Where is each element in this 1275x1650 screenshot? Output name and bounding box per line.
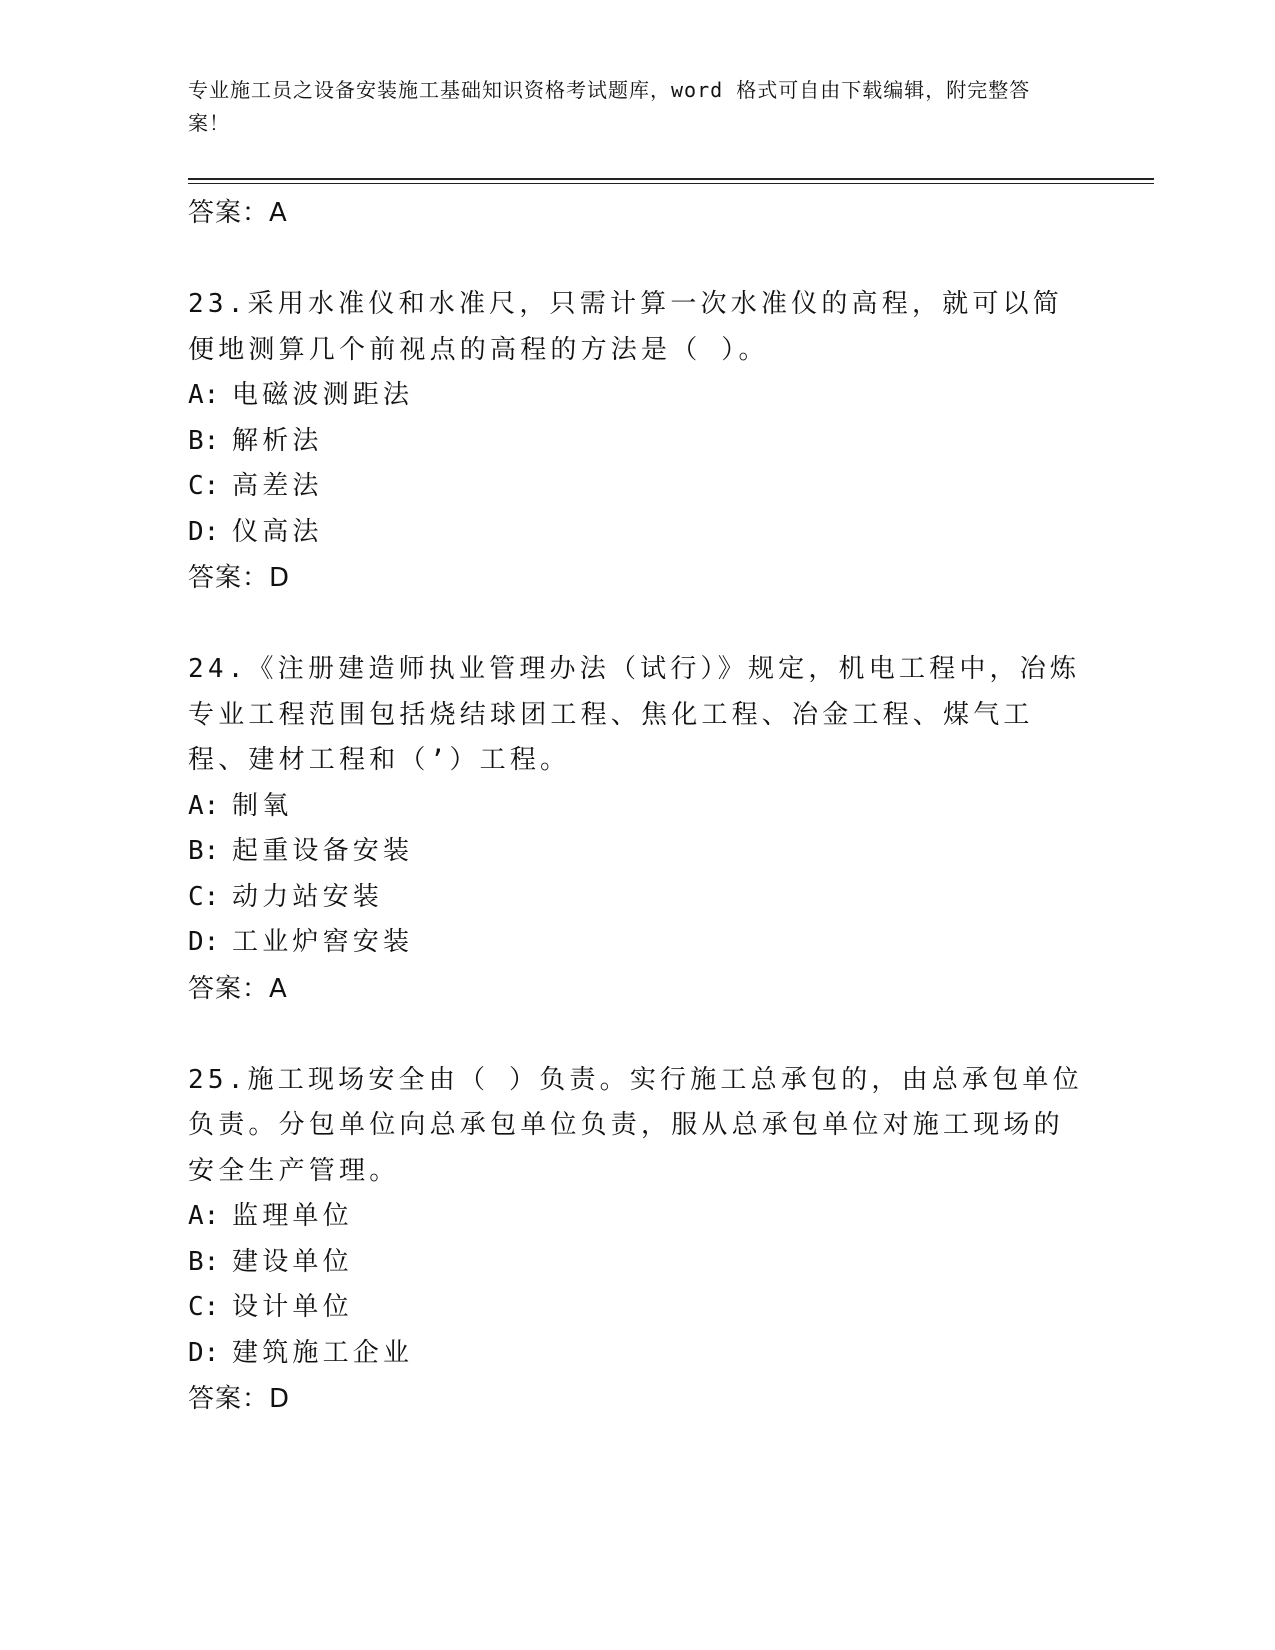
option-text: 电磁波测距法 [232, 380, 414, 410]
option-b [188, 419, 1088, 465]
option-key: D: [188, 1337, 220, 1368]
option-key: C: [188, 471, 220, 501]
option-key: D: [188, 927, 220, 957]
question-list [188, 190, 1088, 1422]
option-d [188, 920, 1088, 966]
option-c [188, 875, 1088, 921]
option-text: 设计单位 [232, 1292, 353, 1322]
option-c [188, 1285, 1088, 1331]
option-a [188, 373, 1088, 419]
question-block [188, 282, 1088, 601]
answer-line: 答案：A [188, 973, 288, 1004]
option-text: 建设单位 [232, 1246, 353, 1277]
option-key: D: [188, 516, 220, 547]
answer-line: 答案：D [188, 563, 291, 593]
option-a [188, 784, 1088, 830]
header-rule-thin [188, 183, 1154, 184]
option-a [188, 1194, 1088, 1240]
option-c [188, 464, 1088, 510]
option-text: 起重设备安装 [232, 836, 414, 866]
answer-line: 答案：A [188, 198, 288, 228]
option-key: C: [188, 881, 220, 912]
question-block [188, 647, 1088, 1012]
spacer [188, 236, 1088, 282]
spacer [188, 601, 1088, 647]
option-text: 制氧 [232, 790, 293, 821]
option-text: 高差法 [232, 471, 323, 501]
option-key: C: [188, 1292, 220, 1322]
spacer [188, 1012, 1088, 1058]
option-key: B: [188, 836, 220, 866]
option-key: B: [188, 425, 220, 456]
option-key: B: [188, 1246, 220, 1277]
header-rule-thick [188, 178, 1154, 180]
option-text: 工业炉窖安装 [232, 927, 414, 957]
question-text: 24.《注册建造师执业管理办法（试行）》规定，机电工程中，冶炼专业工程范围包括烧结球团工程、焦化工程、冶金工程、煤气工程、建材工程和（’）工程。 [188, 654, 1081, 775]
option-b [188, 829, 1088, 875]
option-d [188, 510, 1088, 556]
question-block [188, 1058, 1088, 1423]
document-header: 专业施工员之设备安装施工基础知识资格考试题库，word 格式可自由下载编辑，附完整答案！ [188, 78, 1031, 135]
question-text: 23.采用水准仪和水准尺，只需计算一次水准仪的高程，就可以简便地测算几个前视点的高程的方法是（ ）。 [188, 289, 1063, 365]
option-text: 解析法 [232, 425, 323, 456]
option-key: A: [188, 380, 220, 410]
option-b [188, 1240, 1088, 1286]
option-text: 监理单位 [232, 1201, 353, 1231]
question-text: 25.施工现场安全由（ ）负责。实行施工总承包的，由总承包单位负责。分包单位向总承包单位负责，服从总承包单位对施工现场的安全生产管理。 [188, 1064, 1083, 1186]
answer-line: 答案：D [188, 1384, 291, 1414]
option-text: 建筑施工企业 [232, 1337, 414, 1368]
option-text: 动力站安装 [232, 881, 384, 912]
option-key: A: [188, 1201, 220, 1231]
option-d [188, 1331, 1088, 1377]
option-text: 仪高法 [232, 516, 323, 547]
option-key: A: [188, 790, 220, 821]
